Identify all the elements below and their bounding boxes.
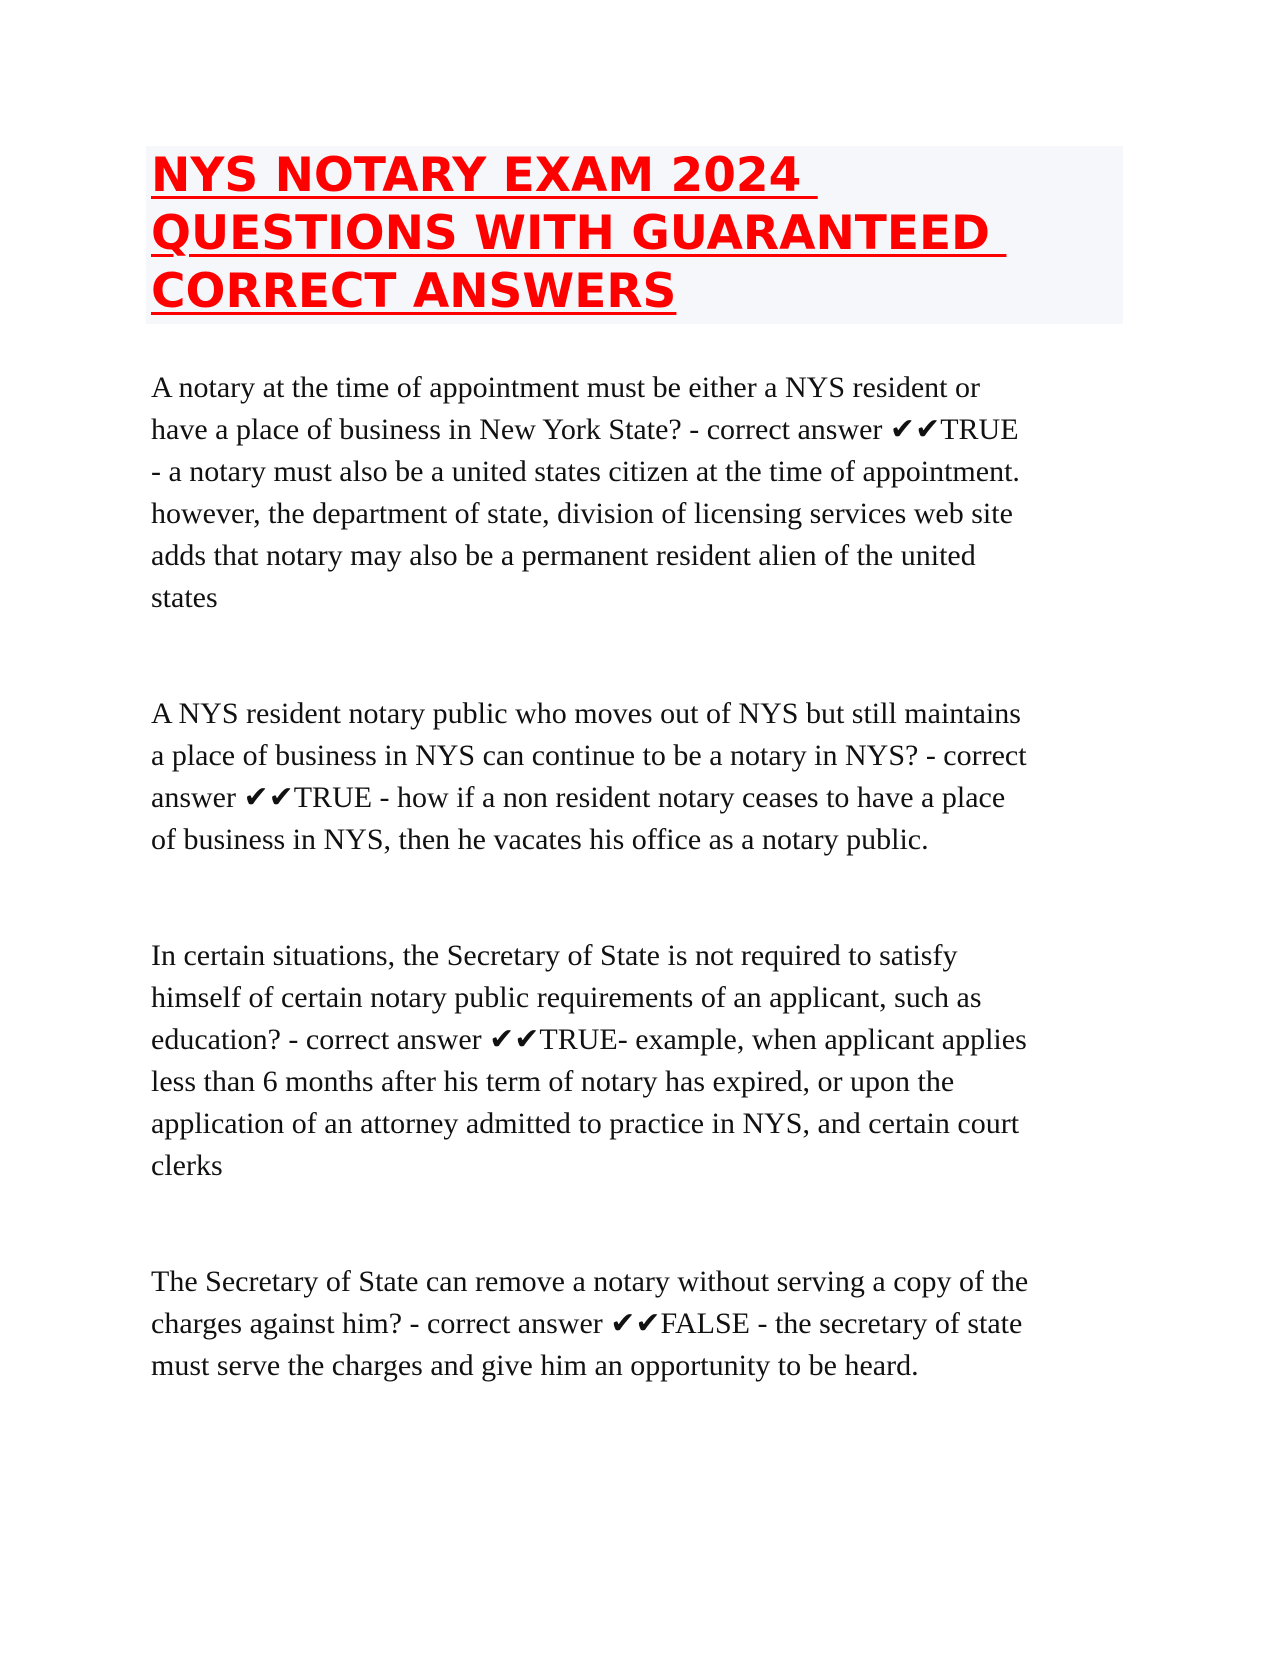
question-1-line-2: have a place of business in New York State? - correct answer ✔✔TRUE <box>151 413 1019 446</box>
document-title-line-2: QUESTIONS WITH GUARANTEED <box>151 206 1007 261</box>
question-2-line-3: answer ✔✔TRUE - how if a non resident notary ceases to have a place <box>151 781 1006 814</box>
question-3-line-3: education? - correct answer ✔✔TRUE- example, when applicant applies <box>151 1023 1027 1056</box>
question-1-line-4: however, the department of state, division of licensing services web site <box>151 497 1013 530</box>
question-3-line-1: In certain situations, the Secretary of State is not required to satisfy <box>151 939 958 972</box>
question-3-line-2: himself of certain notary public requirements of an applicant, such as <box>151 981 982 1014</box>
question-2-line-2: a place of business in NYS can continue to be a notary in NYS? - correct <box>151 739 1027 772</box>
question-1-line-6: states <box>151 581 218 614</box>
question-4-line-1: The Secretary of State can remove a notary without serving a copy of the <box>151 1265 1029 1298</box>
question-3-line-5: application of an attorney admitted to practice in NYS, and certain court <box>151 1107 1020 1140</box>
question-1-line-5: adds that notary may also be a permanent resident alien of the united <box>151 539 976 572</box>
question-3-line-6: clerks <box>151 1149 223 1182</box>
document-title-line-3: CORRECT ANSWERS <box>151 264 677 319</box>
question-3-line-4: less than 6 months after his term of notary has expired, or upon the <box>151 1065 955 1098</box>
question-1-line-3: - a notary must also be a united states citizen at the time of appointment. <box>151 455 1020 488</box>
question-2-line-4: of business in NYS, then he vacates his office as a notary public. <box>151 823 929 856</box>
question-4-line-3: must serve the charges and give him an opportunity to be heard. <box>151 1349 919 1382</box>
question-4-line-2: charges against him? - correct answer ✔✔FALSE - the secretary of state <box>151 1307 1023 1340</box>
question-2-line-1: A NYS resident notary public who moves out of NYS but still maintains <box>151 697 1021 730</box>
document-title-line-1: NYS NOTARY EXAM 2024 <box>151 148 818 203</box>
question-1-line-1: A notary at the time of appointment must be either a NYS resident or <box>151 371 980 404</box>
